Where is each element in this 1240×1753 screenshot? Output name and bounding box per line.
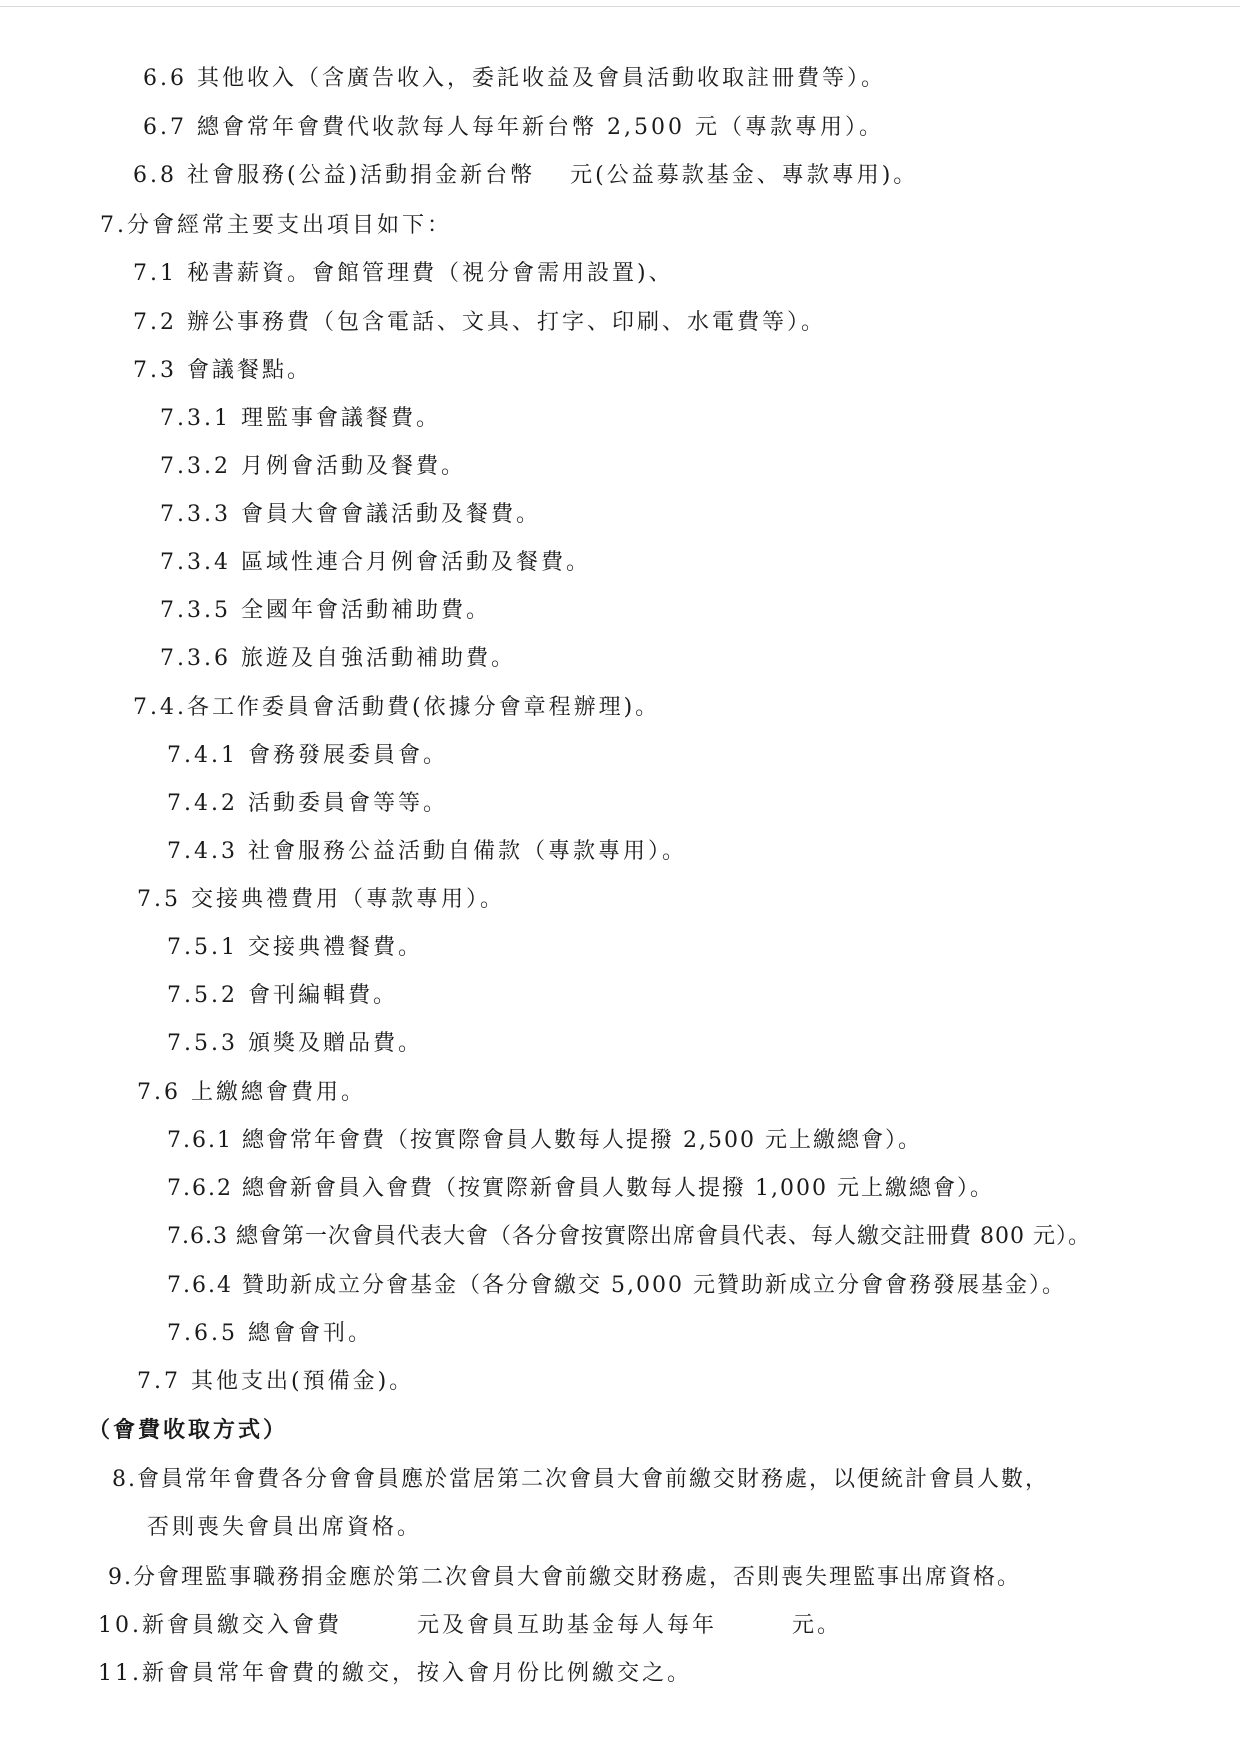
section-7-heading: 7.分會經常主要支出項目如下： xyxy=(100,213,452,238)
item-9: 9.分會理監事職務捐金應於第二次會員大會前繳交財務處，否則喪失理監事出席資格。 xyxy=(108,1565,1021,1590)
item-7-4-2: 7.4.2 活動委員會等等。 xyxy=(167,791,448,816)
item-11: 11.新會員常年會費的繳交，按入會月份比例繳交之。 xyxy=(98,1661,692,1686)
item-7-7: 7.7 其他支出(預備金)。 xyxy=(137,1369,415,1394)
fee-collection-heading: （會費收取方式） xyxy=(88,1417,289,1443)
page-top-rule xyxy=(0,6,1240,7)
item-7-6-4: 7.6.4 贊助新成立分會基金（各分會繳交 5,000 元贊助新成立分會會務發展基金）。 xyxy=(167,1273,1066,1298)
item-7-6-3: 7.6.3 總會第一次會員代表大會（各分會按實際出席會員代表、每人繳交註冊費 800 元）。 xyxy=(167,1224,1091,1249)
item-7-5: 7.5 交接典禮費用（專款專用）。 xyxy=(137,887,505,912)
item-7-3-5: 7.3.5 全國年會活動補助費。 xyxy=(160,598,491,623)
item-7-5-3: 7.5.3 頒獎及贈品費。 xyxy=(167,1031,423,1056)
item-7-1: 7.1 秘書薪資。會館管理費（視分會需用設置)、 xyxy=(133,261,674,286)
item-7-4: 7.4.各工作委員會活動費(依據分會章程辦理)。 xyxy=(133,695,661,720)
item-7-3-1: 7.3.1 理監事會議餐費。 xyxy=(160,406,441,431)
item-6-7: 6.7 總會常年會費代收款每人每年新台幣 2,500 元（專款專用）。 xyxy=(143,115,884,140)
item-7-4-3: 7.4.3 社會服務公益活動自備款（專款專用）。 xyxy=(167,839,687,864)
item-7-6-1: 7.6.1 總會常年會費（按實際會員人數每人提撥 2,500 元上繳總會）。 xyxy=(167,1128,922,1153)
item-7-3: 7.3 會議餐點。 xyxy=(133,358,312,383)
item-7-5-1: 7.5.1 交接典禮餐費。 xyxy=(167,935,423,960)
item-8-continued: 否則喪失會員出席資格。 xyxy=(147,1515,423,1540)
item-7-6-2: 7.6.2 總會新會員入會費（按實際新會員人數每人提撥 1,000 元上繳總會）。 xyxy=(167,1176,994,1201)
item-6-6: 6.6 其他收入（含廣告收入，委託收益及會員活動收取註冊費等）。 xyxy=(143,66,886,91)
item-7-3-6: 7.3.6 旅遊及自強活動補助費。 xyxy=(160,646,516,671)
item-7-3-4: 7.3.4 區域性連合月例會活動及餐費。 xyxy=(160,550,591,575)
item-7-3-2: 7.3.2 月例會活動及餐費。 xyxy=(160,454,466,479)
item-7-6: 7.6 上繳總會費用。 xyxy=(137,1080,366,1105)
item-7-3-3: 7.3.3 會員大會會議活動及餐費。 xyxy=(160,502,541,527)
item-8: 8.會員常年會費各分會會員應於當居第二次會員大會前繳交財務處，以便統計會員人數， xyxy=(112,1467,1049,1492)
item-10: 10.新會員繳交入會費 元及會員互助基金每人每年 元。 xyxy=(98,1613,842,1638)
item-6-8: 6.8 社會服務(公益)活動捐金新台幣 元(公益募款基金、專款專用)。 xyxy=(133,163,919,188)
item-7-6-5: 7.6.5 總會會刊。 xyxy=(167,1321,373,1346)
item-7-5-2: 7.5.2 會刊編輯費。 xyxy=(167,983,398,1008)
item-7-4-1: 7.4.1 會務發展委員會。 xyxy=(167,743,448,768)
item-7-2: 7.2 辦公事務費（包含電話、文具、打字、印刷、水電費等）。 xyxy=(133,310,826,335)
